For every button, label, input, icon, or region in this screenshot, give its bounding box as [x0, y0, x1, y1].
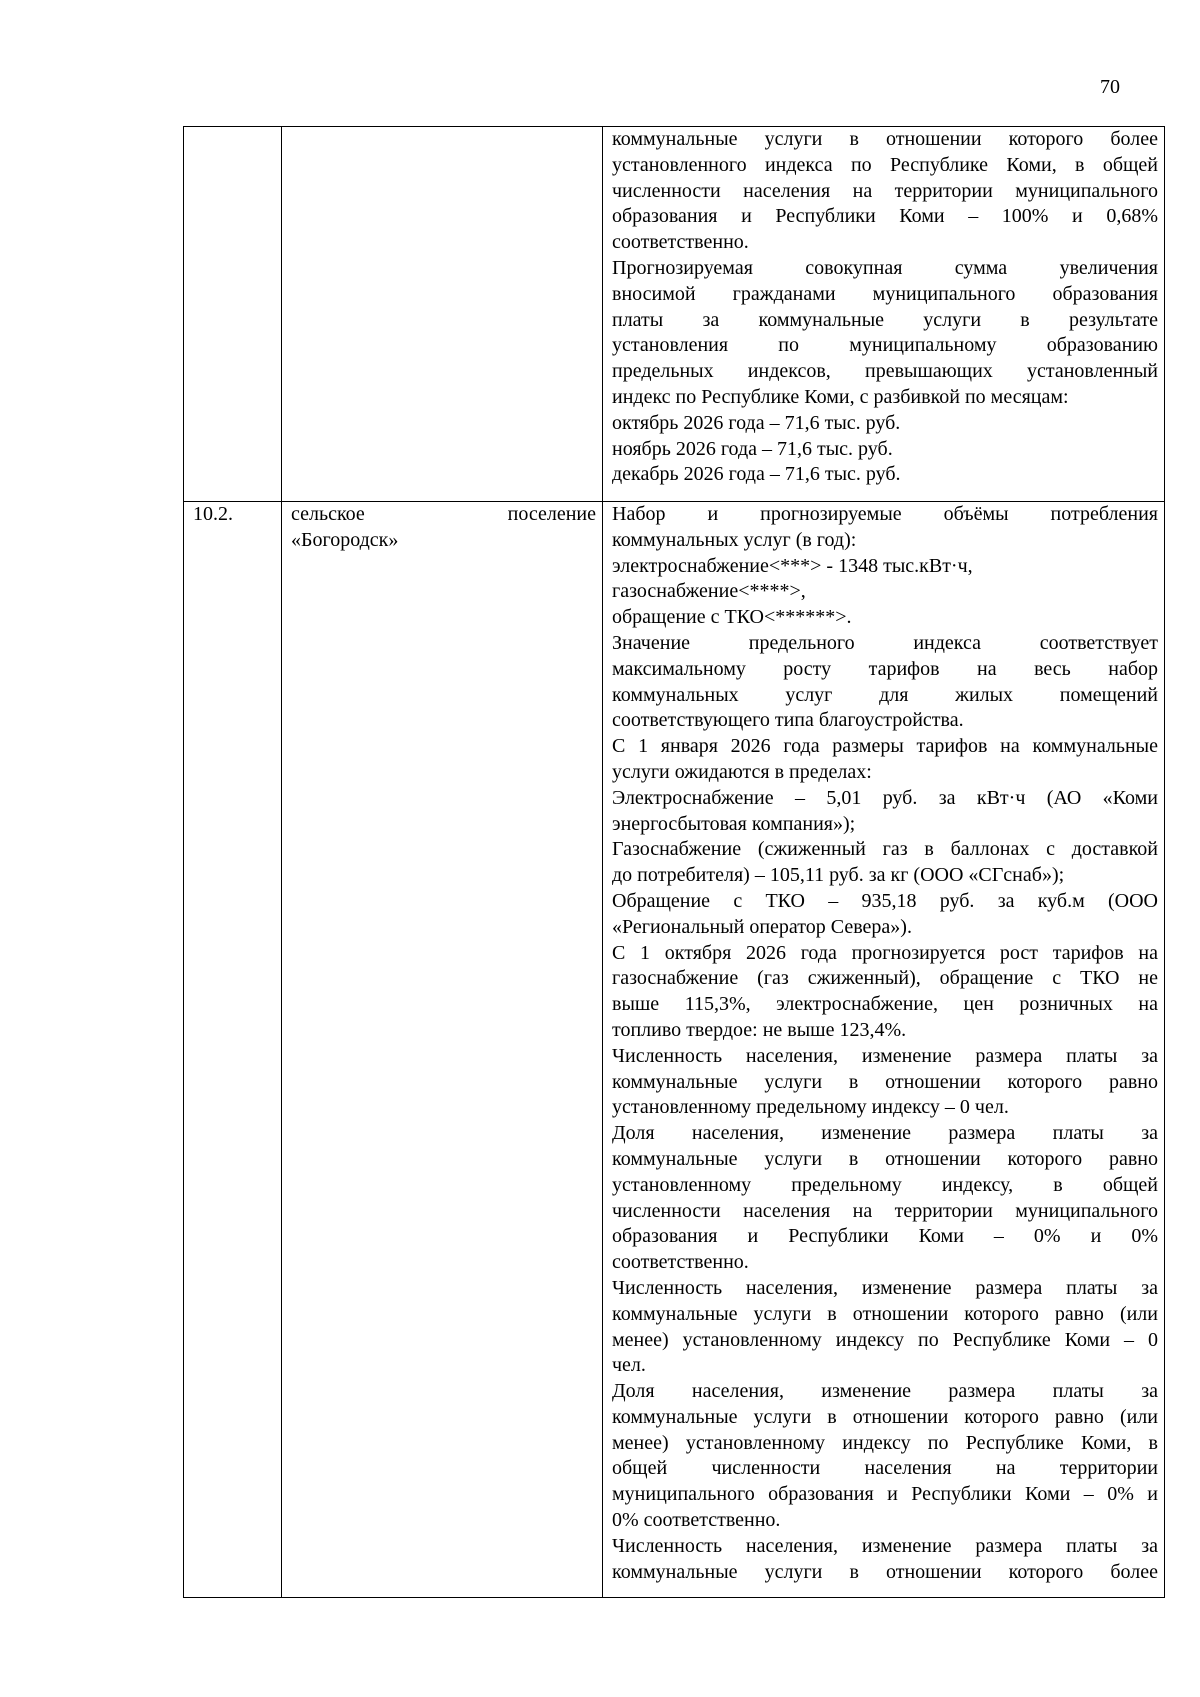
text-line: установления по муниципальному образованию — [612, 334, 1158, 357]
text-line: образования и Республики Коми – 0% и 0% — [612, 1225, 1158, 1248]
text-line: Обращение с ТКО – 935,18 руб. за куб.м (ООО — [612, 889, 1158, 912]
text-line: коммунальных услуг для жилых помещений — [612, 683, 1158, 706]
text-line: Численность населения, изменение размера платы за — [612, 1276, 1158, 1299]
text-line: вносимой гражданами муниципального образования — [612, 282, 1158, 305]
text-line: Набор и прогнозируемые объёмы потребления — [612, 503, 1158, 525]
text-line: «Региональный оператор Севера»). — [612, 915, 912, 938]
text-line: топливо твердое: не выше 123,4%. — [612, 1018, 907, 1041]
text-line: Электроснабжение – 5,01 руб. за кВт·ч (АО «Коми — [612, 786, 1158, 809]
table-row — [184, 502, 1165, 1598]
text-line: С 1 октября 2026 года прогнозируется рост тарифов на — [612, 941, 1158, 964]
text-line: декабрь 2026 года – 71,6 тыс. руб. — [612, 463, 901, 486]
text-line: платы за коммунальные услуги в результате — [612, 308, 1158, 331]
data-table — [183, 126, 1165, 1598]
text-line: коммунальные услуги в отношении которого более — [612, 128, 1158, 150]
text-line: услуги ожидаются в пределах: — [612, 760, 872, 783]
municipality-name-part: поселение — [507, 503, 596, 525]
text-line: установленному предельному индексу, в общей — [612, 1173, 1158, 1196]
text-line: индекс по Республике Коми, с разбивкой по месяцам: — [612, 385, 1069, 408]
text-line: коммунальные услуги в отношении которого равно (или — [612, 1405, 1158, 1428]
municipality-name-part: сельское — [291, 503, 365, 525]
text-line: Значение предельного индекса соответствует — [612, 631, 1158, 654]
text-line: установленному предельному индексу – 0 чел. — [612, 1096, 1009, 1119]
number-cell — [184, 127, 282, 502]
text-line: менее) установленному индексу по Республике Коми, в — [612, 1431, 1158, 1454]
text-line: газоснабжение (газ сжиженный), обращение с ТКО не — [612, 967, 1158, 990]
text-line: 0% соответственно. — [612, 1509, 781, 1532]
text-line: соответственно. — [612, 1251, 749, 1274]
text-line: С 1 января 2026 года размеры тарифов на коммунальные — [612, 735, 1158, 758]
description-cell — [603, 502, 1165, 1598]
text-line: коммунальные услуги в отношении которого равно — [612, 1147, 1158, 1170]
text-line: выше 115,3%, электроснабжение, цен розничных на — [612, 993, 1158, 1016]
number-cell — [184, 502, 282, 1598]
text-line: менее) установленному индексу по Республике Коми – 0 — [612, 1328, 1158, 1351]
text-line: коммунальные услуги в отношении которого равно — [612, 1070, 1158, 1093]
row-number: 10.2. — [193, 503, 233, 525]
text-line: обращение с ТКО<******>. — [612, 606, 852, 629]
text-line: максимальному росту тарифов на весь набор — [612, 657, 1158, 680]
text-line: коммунальных услуг (в год): — [612, 528, 857, 551]
page-number: 70 — [1100, 76, 1120, 98]
table-row — [184, 127, 1165, 502]
text-line: соответствующего типа благоустройства. — [612, 709, 964, 732]
text-line: Численность населения, изменение размера платы за — [612, 1044, 1158, 1067]
text-line: соответственно. — [612, 231, 749, 254]
text-line: чел. — [612, 1354, 646, 1377]
municipality-cell — [282, 502, 603, 1598]
municipality-cell — [282, 127, 603, 502]
text-line: Прогнозируемая совокупная сумма увеличения — [612, 256, 1158, 279]
description-cell — [603, 127, 1165, 502]
text-line: Доля населения, изменение размера платы за — [612, 1380, 1158, 1403]
text-line: численности населения на территории муниципального — [612, 1199, 1158, 1222]
text-line: муниципального образования и Республики Коми – 0% и — [612, 1483, 1158, 1506]
text-line: электроснабжение<***> - 1348 тыс.кВт·ч, — [612, 554, 973, 577]
municipality-name-line — [291, 502, 596, 528]
text-line: ноябрь 2026 года – 71,6 тыс. руб. — [612, 437, 893, 460]
text-line: образования и Республики Коми – 100% и 0,68% — [612, 205, 1158, 228]
text-line: октябрь 2026 года – 71,6 тыс. руб. — [612, 411, 901, 434]
text-line: энергосбытовая компания»); — [612, 812, 856, 835]
text-line: установленного индекса по Республике Коми, в общей — [612, 153, 1158, 176]
description-text — [612, 127, 1158, 488]
text-line: Численность населения, изменение размера платы за — [612, 1534, 1158, 1557]
text-line: Газоснабжение (сжиженный газ в баллонах с доставкой — [612, 838, 1158, 861]
text-line: Доля населения, изменение размера платы за — [612, 1122, 1158, 1145]
text-line: коммунальные услуги в отношении которого более — [612, 1560, 1158, 1583]
text-line: коммунальные услуги в отношении которого равно (или — [612, 1302, 1158, 1325]
text-line: газоснабжение<****>, — [612, 580, 806, 603]
description-text — [612, 502, 1158, 1585]
text-line: до потребителя) – 105,11 руб. за кг (ООО «СГснаб»); — [612, 864, 1065, 887]
text-line: предельных индексов, превышающих установленный — [612, 360, 1158, 383]
text-line: общей численности населения на территории — [612, 1457, 1158, 1480]
municipality-name: «Богородск» — [291, 528, 399, 551]
text-line: численности населения на территории муниципального — [612, 179, 1158, 202]
